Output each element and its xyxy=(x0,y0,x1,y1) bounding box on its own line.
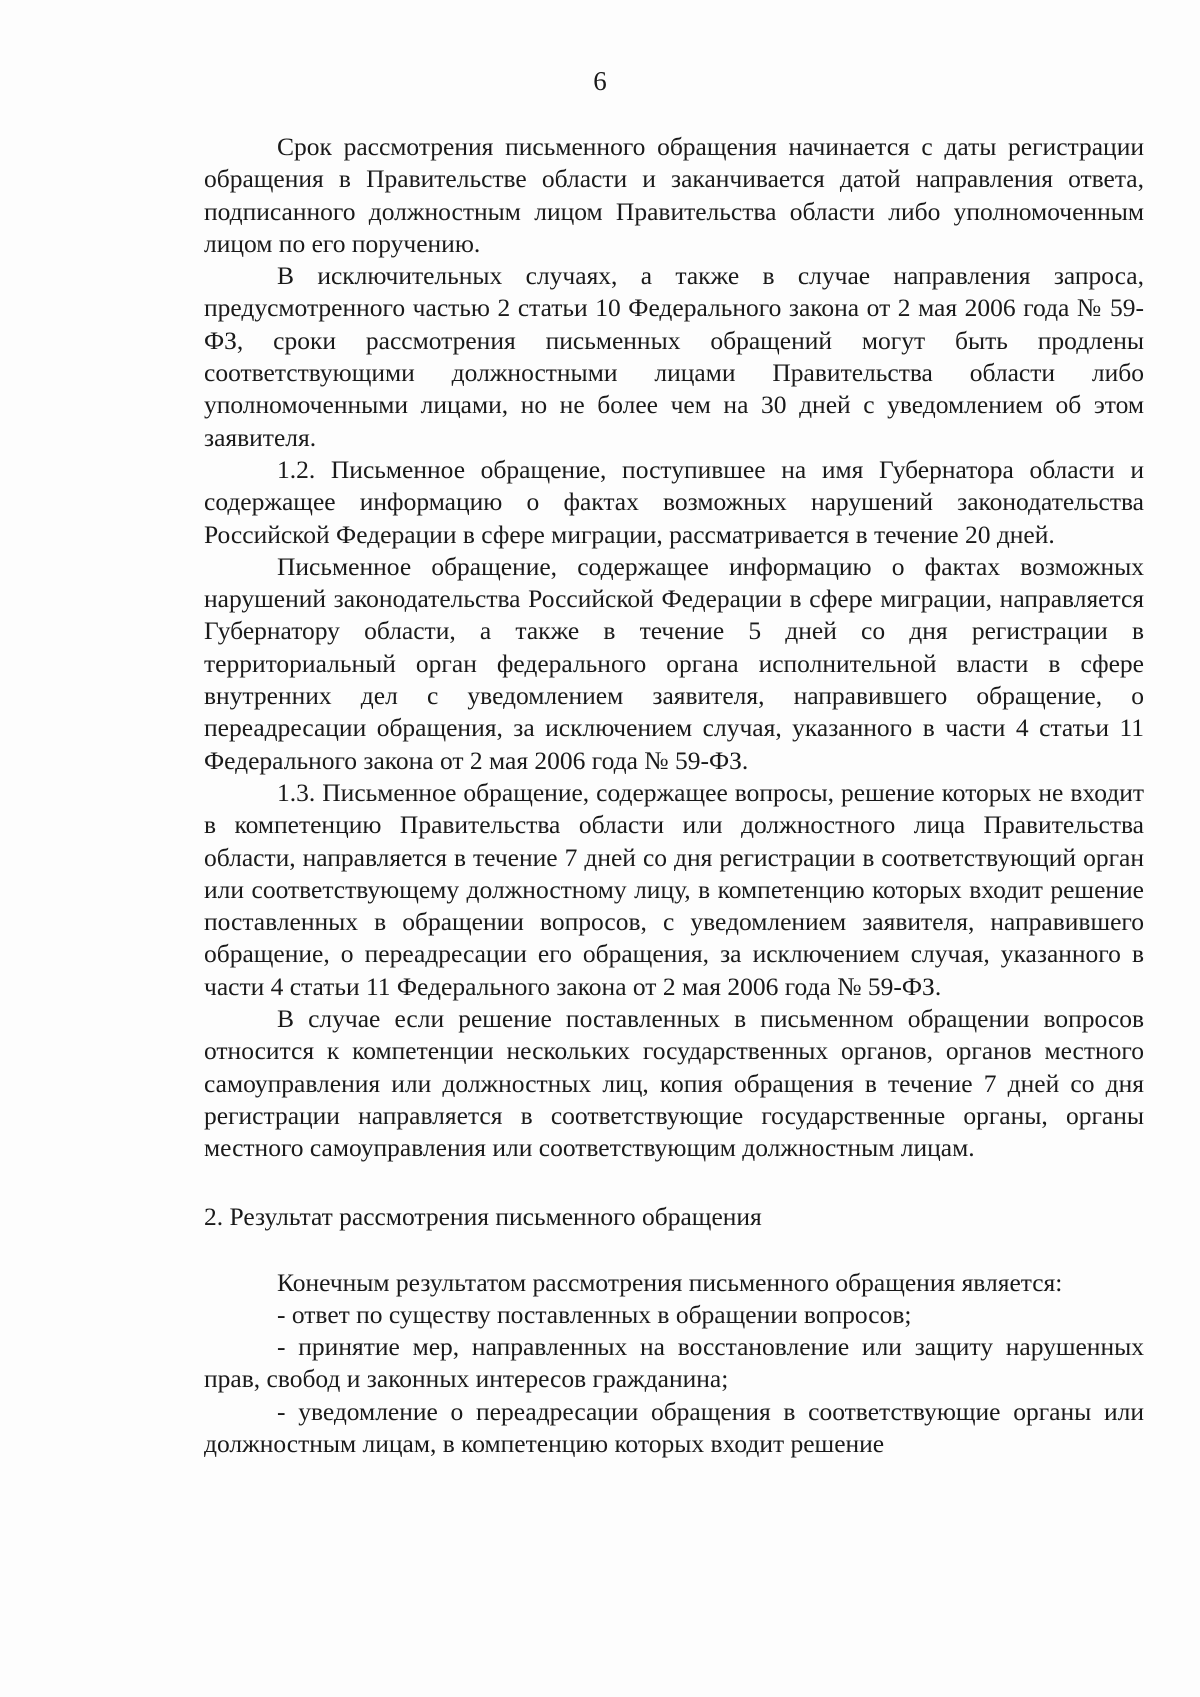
list-item-measures: - принятие мер, направленных на восстановление или защиту нарушенных прав, свобод и законных интересов гражданина; xyxy=(204,1332,1144,1394)
paragraph-migration-redirect: Письменное обращение, содержащее информацию о фактах возможных нарушений законодательства Российской Федерации в сфере миграции, направляется Губернатору области, а также в течение 5 дней со дня регистрации в территориальный орган федерального органа исполнительной власти в сфере внутренних дел с уведомлением заявителя, направившего обращение, о переадресации обращения, за исключением случая, указанного в части 4 статьи 11 Федерального закона от 2 мая 2006 года № 59-ФЗ. xyxy=(204,551,1144,775)
page-number: 6 xyxy=(593,66,607,96)
list-item-answer: - ответ по существу поставленных в обращении вопросов; xyxy=(277,1299,912,1329)
paragraph-final-result: Конечным результатом рассмотрения письменного обращения является: xyxy=(277,1267,1063,1297)
document-body xyxy=(204,131,1144,1460)
paragraph-review-period: Срок рассмотрения письменного обращения начинается с даты регистрации обращения в Правительстве области и заканчивается датой направления ответа, подписанного должностным лицом Правительства области либо уполномоченным лицом по его поручению. xyxy=(204,132,1144,258)
paragraph-multiple-bodies: В случае если решение поставленных в письменном обращении вопросов относится к компетенции нескольких государственных органов, органов местного самоуправления или должностных лиц, копия обращения в течение 7 дней со дня регистрации направляется в соответствующие государственные органы, органы местного самоуправления или соответствующим должностным лицам. xyxy=(204,1004,1144,1163)
paragraph-exceptional-cases: В исключительных случаях, а также в случае направления запроса, предусмотренного частью 2 статьи 10 Федерального закона от 2 мая 2006 года № 59-ФЗ, сроки рассмотрения письменных обращений могут быть продлены соответствующими должностными лицами Правительства области либо уполномоченными лицами, но не более чем на 30 дней с уведомлением об этом заявителя. xyxy=(204,261,1144,452)
paragraph-1-2-migration: 1.2. Письменное обращение, поступившее на имя Губернатора области и содержащее информацию о фактах возможных нарушений законодательства Российской Федерации в сфере миграции, рассматривается в течение 20 дней. xyxy=(204,454,1144,549)
section-heading: 2. Результат рассмотрения письменного обращения xyxy=(204,1201,762,1231)
paragraph-1-3-competence: 1.3. Письменное обращение, содержащее вопросы, решение которых не входит в компетенцию Правительства области или должностного лица Правительства области, направляется в течение 7 дней со дня регистрации в соответствующий орган или соответствующему должностному лицу, в компетенцию которых входит решение поставленных в обращении вопросов, с уведомлением заявителя, направившего обращение, о переадресации его обращения, за исключением случая, указанного в части 4 статьи 11 Федерального закона от 2 мая 2006 года № 59-ФЗ. xyxy=(204,777,1144,1001)
list-item-redirect-notice: - уведомление о переадресации обращения в соответствующие органы или должностным лицам, в компетенцию которых входит решение xyxy=(204,1396,1144,1458)
